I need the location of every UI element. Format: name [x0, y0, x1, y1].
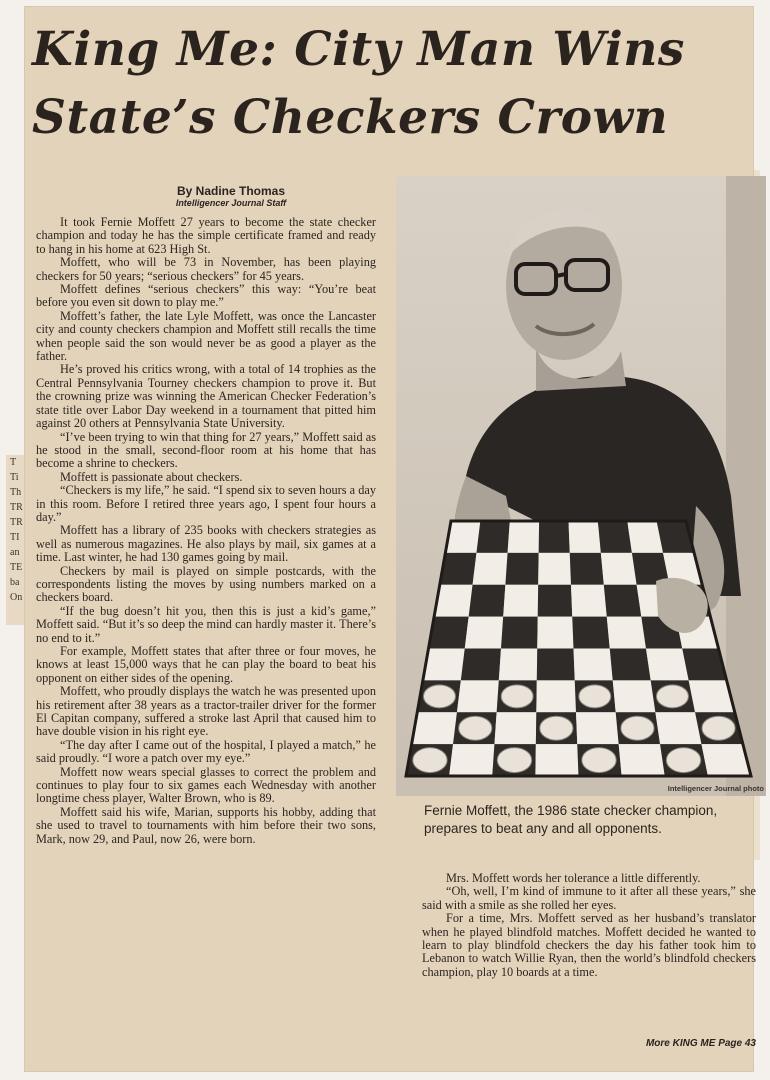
article-paragraph: Moffett has a library of 235 books with checkers strategies as well as numerous magazines. He also plays by mail, six games at a time. Last winter, he had 130 games going by mail. — [36, 523, 376, 565]
board-square — [537, 649, 575, 681]
adjacent-fragment: TR — [10, 502, 23, 513]
board-square — [508, 521, 540, 553]
board-square — [610, 649, 651, 681]
board-square — [571, 585, 607, 617]
article-paragraph: “The day after I came out of the hospital, I played a match,” he said proudly. “I wore a patch over my eye.” — [36, 737, 376, 766]
board-square — [535, 744, 578, 776]
board-square — [465, 617, 503, 649]
headline-line-1: King Me: City Man Wins — [32, 22, 685, 77]
adjacent-fragment: TI — [10, 532, 20, 543]
byline — [136, 184, 326, 208]
photo-caption: Fernie Moffett, the 1986 state checker champion, prepares to beat any and all opponents. — [424, 803, 718, 836]
article-paragraph: Mrs. Moffett words her tolerance a little differently. — [446, 871, 701, 885]
checker-piece — [501, 685, 533, 708]
board-square — [501, 617, 538, 649]
board-square — [505, 553, 538, 585]
board-square — [537, 617, 573, 649]
article-paragraph: “If the bug doesn’t hit you, then this is just a kid’s game,” Moffett said. “But it’s so deep the mind can hardly master it. There’s no end to it.” — [36, 603, 376, 645]
adjacent-fragment: On — [10, 592, 23, 603]
board-square — [473, 553, 508, 585]
headline-line-2: State’s Checkers Crown — [32, 90, 669, 145]
article-body-right-column — [422, 872, 756, 979]
checker-piece — [423, 685, 455, 708]
board-square — [613, 680, 656, 712]
board-square — [598, 521, 632, 553]
board-square — [572, 617, 610, 649]
checker-piece — [413, 748, 447, 773]
board-square — [412, 712, 457, 744]
article-headline — [32, 16, 742, 152]
board-square — [570, 553, 604, 585]
board-square — [576, 712, 619, 744]
board-square — [476, 521, 509, 553]
article-paragraph: “Checkers is my life,” he said. “I spend six to seven hours a day in this room. Before I retired three years ago, I spent four hours a day.” — [36, 483, 376, 524]
article-paragraph: Checkers by mail is played on simple postcards, with the correspondents listing the moves by using numbers marked on a checkers board. — [36, 563, 376, 605]
board-square — [457, 680, 499, 712]
board-square — [607, 617, 646, 649]
adjacent-fragment: ba — [10, 577, 20, 588]
adjacent-fragment: TR — [10, 517, 23, 528]
checkers-player-photo — [396, 176, 766, 796]
board-square — [469, 585, 506, 617]
board-square — [494, 712, 536, 744]
board-square — [646, 649, 689, 681]
article-paragraph: “I’ve been trying to win that thing for 27 years,” Moffett said as he stood in the small, second-floor room at his home that has become a shrine to checkers. — [36, 429, 376, 471]
article-photo — [396, 176, 766, 796]
article-paragraph: Moffett said his wife, Marian, supports his hobby, adding that she used to travel to tournaments with him before their two sons, Mark, now 29, and Paul, now 26, were born. — [36, 804, 376, 846]
jump-line: More KING ME Page 43 — [645, 1038, 756, 1049]
board-square — [655, 712, 701, 744]
board-square — [536, 680, 576, 712]
board-square — [449, 744, 494, 776]
board-square — [538, 553, 571, 585]
adjacent-fragment: TE — [10, 562, 23, 573]
board-square — [601, 553, 637, 585]
checker-piece — [702, 716, 735, 740]
board-square — [461, 649, 501, 681]
article-paragraph: It took Fernie Moffett 27 years to become the state checker champion and today he has the simple certificate framed and ready to hang in his home at 623 High St. — [36, 215, 376, 256]
newspaper-clipping — [24, 6, 764, 1072]
article-paragraph: Moffett, who will be 73 in November, has been playing checkers for 50 years; “serious checkers” for 45 years. — [36, 255, 376, 283]
board-square — [539, 521, 570, 553]
board-square — [574, 649, 613, 681]
article-paragraph: “Oh, well, I’m kind of immune to it after all these years,” she said with a smile as she rolled her eyes. — [422, 884, 756, 912]
board-square — [538, 585, 573, 617]
board-square — [569, 521, 601, 553]
byline-author: By Nadine Thomas — [176, 184, 286, 198]
photo-credit: Intelligencer Journal photo — [667, 784, 764, 793]
checker-piece — [621, 716, 654, 740]
checker-piece — [497, 748, 531, 773]
adjacent-fragment: T — [10, 457, 17, 468]
checker-piece — [666, 748, 700, 773]
article-paragraph: For a time, Mrs. Moffett served as her husband’s translator when he played blindfold matches. Moffett decided he wanted to learn to play blindfold checkers the day his father took him to Lebanon to watch Willie Ryan, then the world’s blindfold checkers champion, play 10 boards at a time. — [422, 911, 756, 979]
article-paragraph: He’s proved his critics wrong, with a total of 14 trophies as the Central Pennsylvania Tourney checkers champion to prove it. But the crowning prize was winning the American Checker Federation’s state title over Labor Day weekend in a tournament that pitted him against 20 others at Pennsylvania State University. — [36, 362, 376, 431]
adjacent-fragment: Th — [10, 487, 22, 498]
board-square — [499, 649, 537, 681]
article-paragraph: Moffett now wears special glasses to correct the problem and continues to play four to six games each Wednesday with another longtime chess player, Walter Brown, who is 89. — [36, 764, 376, 806]
checker-piece — [540, 716, 573, 740]
adjacent-fragment: an — [10, 547, 20, 558]
checker-piece — [656, 685, 688, 708]
article-paragraph: Moffett, who proudly displays the watch he was presented upon his retirement after 38 years as a tractor-trailer driver for the former El Capitan company, suffered a stroke last April that caused him to have double vision in his right eye. — [36, 684, 376, 739]
board-square — [604, 585, 642, 617]
article-paragraph: Moffett’s father, the late Lyle Moffett, was once the Lancaster city and county checkers champion and Moffett still recalls the time when people said the son would never be as good a player as the father. — [36, 308, 376, 364]
board-square — [619, 744, 665, 776]
checker-piece — [582, 748, 616, 773]
checker-piece — [579, 685, 611, 708]
checker-piece — [459, 716, 492, 740]
adjacent-fragment: Ti — [10, 472, 19, 483]
article-body-left-column — [36, 216, 376, 846]
article-paragraph: For example, Moffett states that after three or four moves, he knows at least 15,000 ways that he can play the board to beat his opponent on either sides of the opening. — [36, 644, 376, 685]
article-paragraph: Moffett is passionate about checkers. — [60, 469, 243, 484]
board-square — [503, 585, 538, 617]
article-paragraph: Moffett defines “serious checkers” this way: “You’re beat before you even sit down to play me.” — [36, 282, 376, 310]
byline-affiliation: Intelligencer Journal Staff — [175, 198, 287, 208]
